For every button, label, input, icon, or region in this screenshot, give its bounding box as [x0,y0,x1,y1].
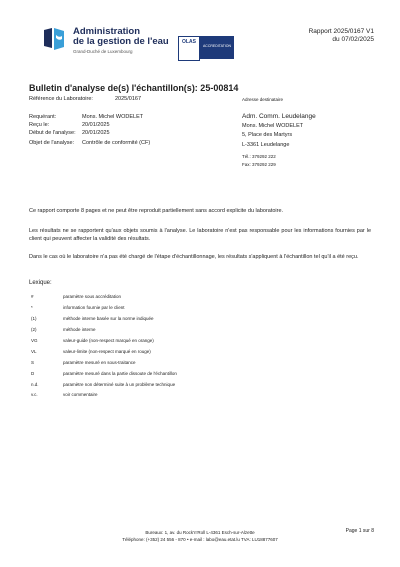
lexique-symbol: n.d. [31,382,39,387]
lexique-symbol: # [31,294,34,299]
bulletin-title: Bulletin d'analyse de(s) l'échantillon(s): 25-00814 [29,83,239,93]
recipient-address [242,112,316,150]
lexique-description: paramètre mesuré en sous-traitance [63,360,136,365]
org-name-line2: de la gestion de l'eau [73,36,169,47]
lexique-symbol: v.c. [31,392,38,397]
lab-reference-value: 2025/0167 [115,96,141,102]
org-name-line1: Administration [73,26,141,37]
paragraph-pages: Ce rapport comporte 8 pages et ne peut être reproduit partiellement sans accord explicite du laboratoire. [29,208,284,214]
report-number: Rapport 2025/0167 V1 [308,28,374,35]
lexique-description: valeur-guide (non-respect marqué en orange) [63,338,154,343]
eau-logo-icon [41,26,67,52]
analysis-object-value: Contrôle de conformité (CF) [82,140,151,146]
address-line-4: L-3361 Leudelange [242,141,290,148]
analysis-object-label: Objet de l'analyse: [29,140,75,146]
lexique-symbol: (1) [31,316,37,321]
footer-address: Bureaux: 1, av. du Rock'n'Roll L-4361 Esch-sur-Alzette [145,530,255,535]
received-label: Reçu le: [29,122,50,128]
report-date: du 07/02/2025 [332,36,374,43]
address-line-1: Adm. Comm. Leudelange [242,113,316,120]
requester-label: Requérant: [29,114,57,120]
address-line-2: Mons. Michel WODELET [242,122,304,129]
lexique-description: information fournie par le client [63,305,125,310]
olas-badge-label: OLAS [182,39,196,45]
accreditation-badge-label: ACCREDITATION [202,44,232,48]
page-number: Page 1 sur 8 [345,528,374,534]
paragraph-sampling: Dans le cas où le laboratoire n'a pas été chargé de l'étape d'échantillonnage, les résultats s'appliquent à l'échantillon tel qu'il a été reçu. [29,254,359,260]
lexique-symbol: S [31,360,35,365]
accreditation-badge [200,36,234,59]
lexique-title: Lexique: [29,280,52,286]
fax-number: Fax: 379292 229 [242,162,276,167]
olas-badge [178,36,200,61]
lexique-description: méthode interne basée sur la norme indiquée [63,316,154,321]
lexique-symbol: * [31,305,33,310]
footer-contact: Téléphone: (+352) 24 556 - 870 • e-mail : labo@eau.etat.lu TVA: LU18877607 [122,537,278,542]
org-subtitle: Grand-Duché de Luxembourg [73,49,133,54]
paragraph-results: Les résultats ne se rapportent qu'aux objets soumis à l'analyse. Le laboratoire n'est pas responsable pour les informations fournies par le client qui peuvent affecter la validité des résultats. [29,228,371,242]
report-reference [309,28,374,44]
lab-reference-label: Référence du Laboratoire: [29,96,93,102]
address-line-3: 5, Place des Martyrs [242,132,293,138]
lexique-description: valeur-limite (non-respect marqué en rouge) [63,349,151,354]
analysis-start-value: 20/01/2025 [82,130,110,136]
analysis-start-label: Début de l'analyse: [29,130,76,136]
lexique-symbol: VG [31,338,38,343]
requester-value: Mons. Michel WODELET [82,114,144,120]
lexique-description: paramètre sous accréditation [63,294,122,299]
lexique-symbol: D [31,371,35,376]
phone-number: Tél.: 379292 222 [242,154,276,159]
org-name [73,27,183,47]
lexique-symbol: VL [31,349,37,354]
lexique-description: méthode interne [63,327,96,332]
lexique-description: paramètre non déterminé suite à un problème technique [63,382,176,387]
lexique-description: voir commentaire [63,392,98,397]
recipient-address-label: Adresse destinataire [242,97,284,102]
received-value: 20/01/2025 [82,122,110,128]
lexique-description: paramètre mesuré dans la partie dissoute de l'échantillon [63,371,177,376]
lexique-symbol: (2) [31,327,37,332]
